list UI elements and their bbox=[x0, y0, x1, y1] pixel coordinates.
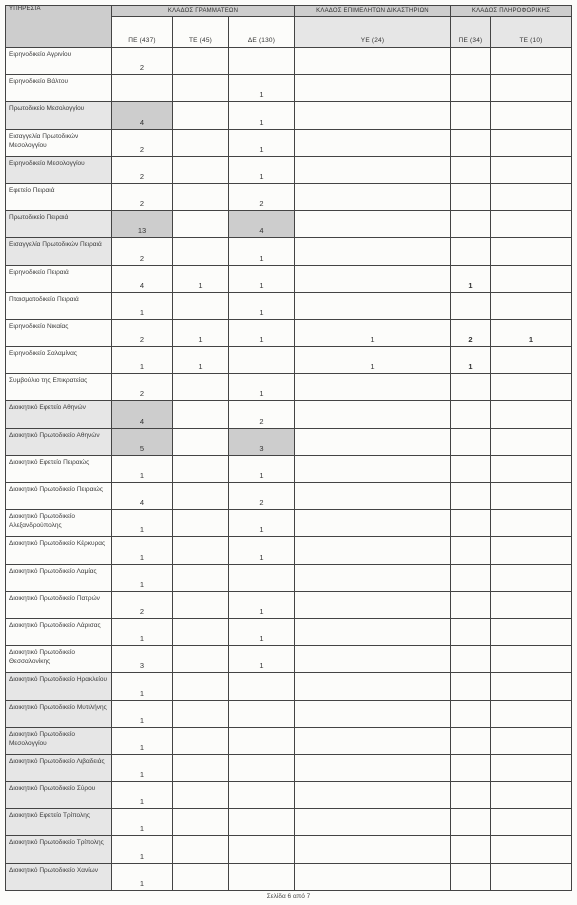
value-cell bbox=[295, 510, 451, 537]
value-cell bbox=[295, 374, 451, 401]
service-name: Διοικητικό Πρωτοδικείο Ηρακλείου bbox=[6, 673, 112, 700]
it-group-header: ΚΛΑΔΟΣ ΠΛΗΡΟΦΟΡΙΚΗΣ bbox=[451, 6, 572, 17]
service-name: Ειρηνοδικείο Μεσολογγίου bbox=[6, 156, 112, 183]
table-row bbox=[6, 782, 572, 809]
value-cell: 2 bbox=[112, 374, 173, 401]
value-cell bbox=[173, 646, 229, 673]
value-cell bbox=[173, 211, 229, 238]
value-cell bbox=[173, 510, 229, 537]
value-cell bbox=[173, 537, 229, 564]
staff-allocation-table bbox=[5, 5, 572, 891]
value-cell: 1 bbox=[173, 319, 229, 346]
table-row bbox=[6, 483, 572, 510]
table-row bbox=[6, 754, 572, 781]
value-cell bbox=[491, 238, 572, 265]
value-cell bbox=[295, 863, 451, 890]
table-row bbox=[6, 374, 572, 401]
table-row bbox=[6, 537, 572, 564]
value-cell bbox=[451, 537, 491, 564]
value-cell bbox=[451, 374, 491, 401]
value-cell bbox=[295, 401, 451, 428]
table-row bbox=[6, 292, 572, 319]
service-name: Ειρηνοδικείο Σαλαμίνας bbox=[6, 347, 112, 374]
value-cell bbox=[229, 782, 295, 809]
value-cell: 1 bbox=[112, 347, 173, 374]
value-cell: 1 bbox=[112, 836, 173, 863]
value-cell bbox=[173, 292, 229, 319]
table-row bbox=[6, 673, 572, 700]
table-row bbox=[6, 156, 572, 183]
value-cell: 2 bbox=[112, 183, 173, 210]
value-cell bbox=[173, 428, 229, 455]
service-header: ΥΠΗΡΕΣΙΑ bbox=[6, 6, 112, 48]
value-cell bbox=[173, 483, 229, 510]
value-cell bbox=[451, 102, 491, 129]
value-cell bbox=[229, 48, 295, 75]
value-cell: 1 bbox=[295, 319, 451, 346]
table-row bbox=[6, 863, 572, 890]
value-cell bbox=[491, 782, 572, 809]
value-cell bbox=[229, 347, 295, 374]
value-cell bbox=[491, 48, 572, 75]
table-row bbox=[6, 591, 572, 618]
table-row bbox=[6, 700, 572, 727]
value-cell bbox=[295, 754, 451, 781]
service-name: Εισαγγελία Πρωτοδικών Πειραιά bbox=[6, 238, 112, 265]
value-cell: 1 bbox=[112, 727, 173, 754]
value-cell: 3 bbox=[229, 428, 295, 455]
value-cell: 2 bbox=[112, 238, 173, 265]
value-cell bbox=[295, 211, 451, 238]
value-cell bbox=[295, 183, 451, 210]
value-cell bbox=[295, 48, 451, 75]
value-cell bbox=[229, 809, 295, 836]
value-cell bbox=[451, 782, 491, 809]
value-cell bbox=[451, 211, 491, 238]
value-cell: 1 bbox=[112, 455, 173, 482]
table-row bbox=[6, 319, 572, 346]
table-body bbox=[6, 48, 572, 891]
value-cell: 1 bbox=[229, 510, 295, 537]
value-cell bbox=[451, 673, 491, 700]
value-cell: 2 bbox=[112, 48, 173, 75]
value-cell bbox=[295, 836, 451, 863]
value-cell bbox=[451, 727, 491, 754]
value-cell bbox=[229, 754, 295, 781]
service-name: Διοικητικό Πρωτοδικείο Λαμίας bbox=[6, 564, 112, 591]
bailiffs-group-header: ΚΛΑΔΟΣ ΕΠΙΜΕΛΗΤΩΝ ΔΙΚΑΣΤΗΡΙΩΝ bbox=[295, 6, 451, 17]
value-cell bbox=[173, 48, 229, 75]
value-cell bbox=[491, 673, 572, 700]
value-cell bbox=[491, 156, 572, 183]
value-cell: 1 bbox=[112, 510, 173, 537]
value-cell bbox=[173, 754, 229, 781]
service-name: Διοικητικό Εφετείο Αθηνών bbox=[6, 401, 112, 428]
value-cell bbox=[451, 238, 491, 265]
value-cell: 1 bbox=[295, 347, 451, 374]
table-row bbox=[6, 455, 572, 482]
value-cell: 5 bbox=[112, 428, 173, 455]
value-cell bbox=[491, 836, 572, 863]
table-row bbox=[6, 564, 572, 591]
value-cell: 1 bbox=[229, 537, 295, 564]
service-name: Διοικητικό Εφετείο Πειραιώς bbox=[6, 455, 112, 482]
value-cell bbox=[295, 727, 451, 754]
value-cell bbox=[112, 75, 173, 102]
value-cell bbox=[451, 510, 491, 537]
value-cell bbox=[295, 673, 451, 700]
value-cell bbox=[173, 102, 229, 129]
column-header: ΔΕ (130) bbox=[229, 17, 295, 48]
value-cell bbox=[491, 183, 572, 210]
value-cell bbox=[173, 374, 229, 401]
value-cell bbox=[229, 727, 295, 754]
value-cell bbox=[295, 537, 451, 564]
table-row bbox=[6, 75, 572, 102]
service-name: Διοικητικό Πρωτοδικείο Μυτιλήνης bbox=[6, 700, 112, 727]
value-cell: 1 bbox=[112, 564, 173, 591]
value-cell: 1 bbox=[229, 292, 295, 319]
value-cell bbox=[491, 863, 572, 890]
value-cell: 1 bbox=[229, 129, 295, 156]
value-cell bbox=[451, 292, 491, 319]
value-cell bbox=[451, 836, 491, 863]
table-row bbox=[6, 48, 572, 75]
value-cell bbox=[173, 618, 229, 645]
service-name: Διοικητικό Πρωτοδικείο Λιβαδειάς bbox=[6, 754, 112, 781]
value-cell bbox=[173, 401, 229, 428]
value-cell: 1 bbox=[112, 754, 173, 781]
value-cell: 4 bbox=[112, 401, 173, 428]
value-cell bbox=[173, 782, 229, 809]
value-cell bbox=[295, 129, 451, 156]
value-cell: 1 bbox=[112, 618, 173, 645]
table-row bbox=[6, 129, 572, 156]
service-name: Διοικητικό Πρωτοδικείο Αλεξανδρούπολης bbox=[6, 510, 112, 537]
value-cell bbox=[173, 700, 229, 727]
value-cell: 1 bbox=[112, 782, 173, 809]
service-name: Εφετείο Πειραιά bbox=[6, 183, 112, 210]
value-cell bbox=[295, 102, 451, 129]
value-cell: 1 bbox=[229, 455, 295, 482]
page-footer: Σελίδα 6 από 7 bbox=[266, 893, 311, 900]
value-cell bbox=[491, 591, 572, 618]
value-cell bbox=[491, 401, 572, 428]
value-cell bbox=[491, 618, 572, 645]
value-cell bbox=[491, 129, 572, 156]
value-cell bbox=[295, 782, 451, 809]
value-cell bbox=[491, 265, 572, 292]
table-row bbox=[6, 836, 572, 863]
value-cell: 1 bbox=[112, 809, 173, 836]
value-cell bbox=[173, 156, 229, 183]
table-row bbox=[6, 510, 572, 537]
value-cell bbox=[295, 428, 451, 455]
value-cell: 1 bbox=[229, 319, 295, 346]
value-cell bbox=[451, 75, 491, 102]
value-cell bbox=[295, 618, 451, 645]
value-cell: 1 bbox=[112, 673, 173, 700]
value-cell bbox=[451, 809, 491, 836]
value-cell bbox=[295, 646, 451, 673]
value-cell: 1 bbox=[112, 292, 173, 319]
value-cell: 1 bbox=[229, 646, 295, 673]
value-cell: 4 bbox=[112, 102, 173, 129]
table-row bbox=[6, 646, 572, 673]
value-cell bbox=[491, 483, 572, 510]
service-name: Διοικητικό Πρωτοδικείο Αθηνών bbox=[6, 428, 112, 455]
value-cell bbox=[229, 836, 295, 863]
value-cell bbox=[451, 700, 491, 727]
value-cell bbox=[229, 863, 295, 890]
value-cell: 1 bbox=[229, 618, 295, 645]
value-cell bbox=[451, 591, 491, 618]
value-cell bbox=[451, 455, 491, 482]
value-cell bbox=[491, 646, 572, 673]
value-cell bbox=[451, 428, 491, 455]
service-name: Διοικητικό Πρωτοδικείο Μεσολογγίου bbox=[6, 727, 112, 754]
value-cell: 13 bbox=[112, 211, 173, 238]
table-row bbox=[6, 727, 572, 754]
value-cell: 1 bbox=[112, 537, 173, 564]
service-name: Διοικητικό Πρωτοδικείο Κέρκυρας bbox=[6, 537, 112, 564]
value-cell: 4 bbox=[229, 211, 295, 238]
value-cell: 1 bbox=[491, 319, 572, 346]
service-name: Ειρηνοδικείο Νικαίας bbox=[6, 319, 112, 346]
value-cell bbox=[295, 700, 451, 727]
value-cell bbox=[491, 211, 572, 238]
value-cell bbox=[229, 564, 295, 591]
service-name: Διοικητικό Εφετείο Τρίπολης bbox=[6, 809, 112, 836]
value-cell: 3 bbox=[112, 646, 173, 673]
value-cell bbox=[451, 618, 491, 645]
value-cell bbox=[491, 347, 572, 374]
value-cell bbox=[451, 183, 491, 210]
value-cell bbox=[295, 455, 451, 482]
value-cell: 1 bbox=[451, 265, 491, 292]
value-cell bbox=[295, 265, 451, 292]
service-name: Διοικητικό Πρωτοδικείο Πατρών bbox=[6, 591, 112, 618]
value-cell: 1 bbox=[229, 591, 295, 618]
table-row bbox=[6, 238, 572, 265]
service-name: Διοικητικό Πρωτοδικείο Θεσσαλονίκης bbox=[6, 646, 112, 673]
service-name: Συμβούλιο της Επικρατείας bbox=[6, 374, 112, 401]
column-header: ΤΕ (10) bbox=[491, 17, 572, 48]
value-cell: 2 bbox=[112, 319, 173, 346]
value-cell bbox=[173, 836, 229, 863]
value-cell bbox=[173, 129, 229, 156]
value-cell bbox=[491, 754, 572, 781]
value-cell bbox=[451, 646, 491, 673]
table-row bbox=[6, 428, 572, 455]
value-cell bbox=[295, 564, 451, 591]
service-name: Διοικητικό Πρωτοδικείο Σύρου bbox=[6, 782, 112, 809]
table-row bbox=[6, 102, 572, 129]
value-cell: 2 bbox=[112, 156, 173, 183]
value-cell bbox=[491, 700, 572, 727]
value-cell bbox=[295, 591, 451, 618]
value-cell: 1 bbox=[229, 374, 295, 401]
value-cell: 2 bbox=[451, 319, 491, 346]
value-cell bbox=[173, 727, 229, 754]
service-name: Πρωτοδικείο Μεσολογγίου bbox=[6, 102, 112, 129]
value-cell: 1 bbox=[229, 156, 295, 183]
value-cell bbox=[229, 700, 295, 727]
value-cell bbox=[173, 809, 229, 836]
value-cell: 4 bbox=[112, 483, 173, 510]
value-cell: 1 bbox=[451, 347, 491, 374]
value-cell: 1 bbox=[173, 347, 229, 374]
service-name: Πρωτοδικείο Πειραιά bbox=[6, 211, 112, 238]
table-row bbox=[6, 211, 572, 238]
value-cell: 2 bbox=[229, 401, 295, 428]
table-row bbox=[6, 347, 572, 374]
value-cell bbox=[173, 75, 229, 102]
value-cell: 1 bbox=[229, 75, 295, 102]
value-cell bbox=[451, 48, 491, 75]
value-cell bbox=[451, 156, 491, 183]
value-cell bbox=[491, 292, 572, 319]
table-row bbox=[6, 401, 572, 428]
value-cell bbox=[295, 75, 451, 102]
value-cell bbox=[451, 483, 491, 510]
value-cell: 2 bbox=[229, 483, 295, 510]
value-cell bbox=[295, 156, 451, 183]
column-header: ΥΕ (24) bbox=[295, 17, 451, 48]
value-cell bbox=[229, 673, 295, 700]
value-cell bbox=[173, 673, 229, 700]
value-cell bbox=[451, 129, 491, 156]
value-cell bbox=[491, 75, 572, 102]
service-name: Ειρηνοδικείο Αγρινίου bbox=[6, 48, 112, 75]
value-cell bbox=[491, 564, 572, 591]
value-cell: 4 bbox=[112, 265, 173, 292]
value-cell bbox=[491, 809, 572, 836]
value-cell: 1 bbox=[173, 265, 229, 292]
service-name: Εισαγγελία Πρωτοδικών Μεσολογγίου bbox=[6, 129, 112, 156]
value-cell: 1 bbox=[229, 102, 295, 129]
value-cell bbox=[451, 564, 491, 591]
column-header: ΠΕ (437) bbox=[112, 17, 173, 48]
value-cell bbox=[173, 591, 229, 618]
table-row bbox=[6, 809, 572, 836]
column-header: ΤΕ (45) bbox=[173, 17, 229, 48]
value-cell: 2 bbox=[112, 129, 173, 156]
value-cell bbox=[173, 564, 229, 591]
service-name: Ειρηνοδικείο Βάλτου bbox=[6, 75, 112, 102]
service-name: Πταισματοδικείο Πειραιά bbox=[6, 292, 112, 319]
value-cell: 1 bbox=[229, 238, 295, 265]
value-cell bbox=[295, 292, 451, 319]
value-cell bbox=[173, 238, 229, 265]
value-cell bbox=[491, 510, 572, 537]
service-name: Διοικητικό Πρωτοδικείο Πειραιώς bbox=[6, 483, 112, 510]
secretaries-group-header: ΚΛΑΔΟΣ ΓΡΑΜΜΑΤΕΩΝ bbox=[112, 6, 295, 17]
value-cell bbox=[451, 863, 491, 890]
value-cell bbox=[491, 537, 572, 564]
value-cell: 2 bbox=[229, 183, 295, 210]
service-name: Διοικητικό Πρωτοδικείο Χανίων bbox=[6, 863, 112, 890]
value-cell bbox=[491, 428, 572, 455]
value-cell: 1 bbox=[112, 700, 173, 727]
service-name: Διοικητικό Πρωτοδικείο Τρίπολης bbox=[6, 836, 112, 863]
table-row bbox=[6, 183, 572, 210]
table-row bbox=[6, 618, 572, 645]
service-name: Ειρηνοδικείο Πειραιά bbox=[6, 265, 112, 292]
value-cell bbox=[295, 809, 451, 836]
value-cell bbox=[491, 455, 572, 482]
value-cell: 2 bbox=[112, 591, 173, 618]
table-row bbox=[6, 265, 572, 292]
value-cell bbox=[295, 238, 451, 265]
service-name: Διοικητικό Πρωτοδικείο Λάρισας bbox=[6, 618, 112, 645]
value-cell bbox=[451, 401, 491, 428]
value-cell bbox=[491, 102, 572, 129]
value-cell bbox=[173, 183, 229, 210]
value-cell bbox=[173, 455, 229, 482]
value-cell bbox=[295, 483, 451, 510]
column-header: ΠΕ (34) bbox=[451, 17, 491, 48]
value-cell bbox=[451, 754, 491, 781]
value-cell bbox=[491, 374, 572, 401]
value-cell bbox=[491, 727, 572, 754]
value-cell: 1 bbox=[229, 265, 295, 292]
value-cell bbox=[173, 863, 229, 890]
value-cell: 1 bbox=[112, 863, 173, 890]
